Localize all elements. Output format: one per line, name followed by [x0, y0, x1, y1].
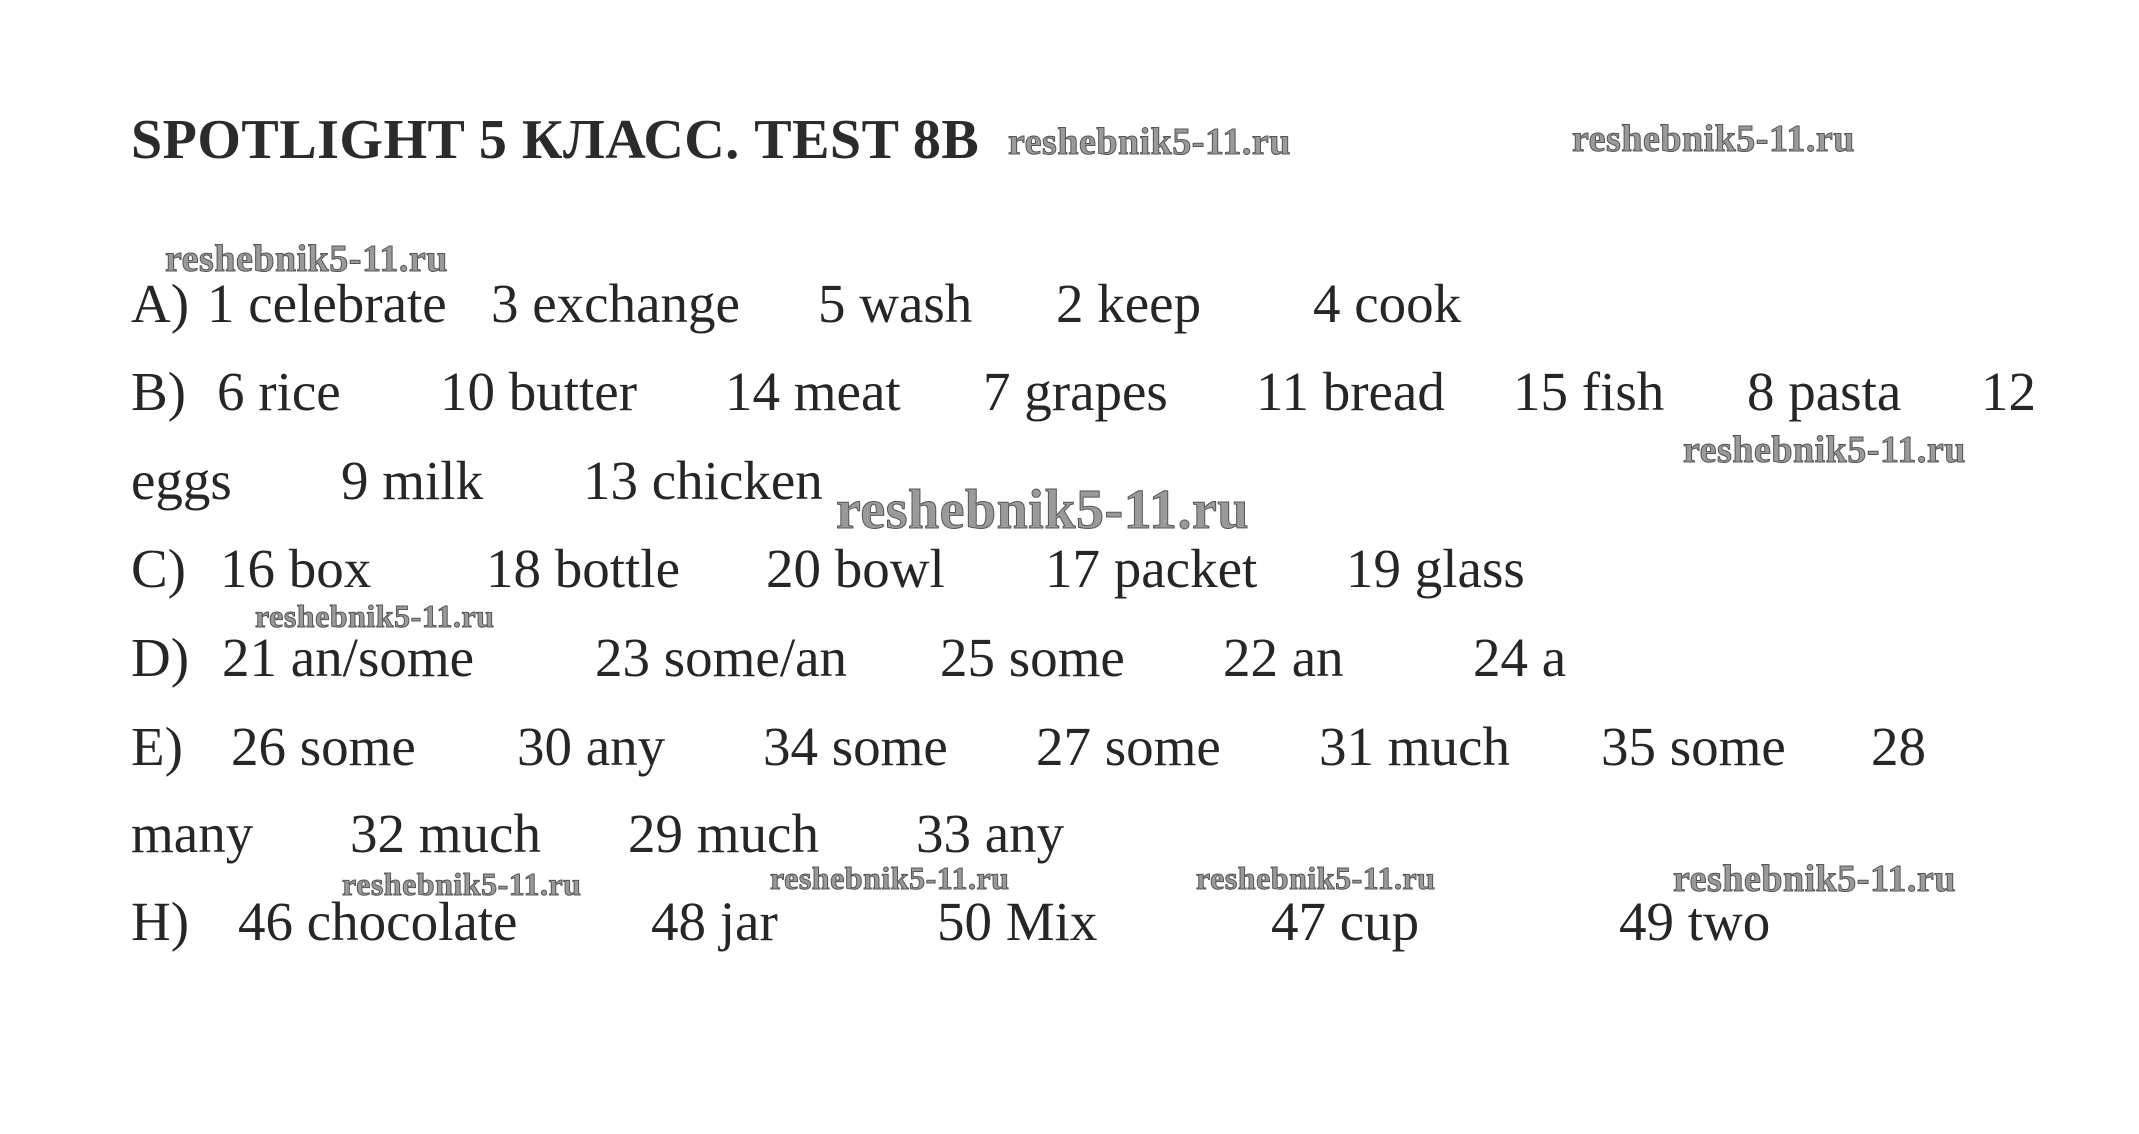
- answer-item: 27 some: [1036, 716, 1221, 777]
- section-h-label: H): [131, 891, 190, 952]
- section-d-label: D): [131, 627, 190, 688]
- answer-item: 4 cook: [1313, 273, 1462, 334]
- answer-item: 34 some: [763, 716, 948, 777]
- answer-item: 20 bowl: [766, 538, 945, 599]
- answer-item: 21 an/some: [222, 627, 475, 688]
- watermark: reshebnik5-11.ru: [836, 479, 1250, 541]
- watermark: reshebnik5-11.ru: [165, 238, 448, 280]
- section-a-label: A): [131, 273, 190, 334]
- answer-item: 5 wash: [818, 273, 973, 334]
- answer-item: 22 an: [1223, 627, 1344, 688]
- answer-item: 2 keep: [1056, 273, 1202, 334]
- answer-item: 16 box: [220, 538, 372, 599]
- answer-item: 28: [1871, 716, 1926, 777]
- answer-item: eggs: [131, 450, 232, 511]
- answer-item: 15 fish: [1513, 361, 1665, 422]
- answer-item: 18 bottle: [486, 538, 681, 599]
- answer-item: 10 butter: [440, 361, 638, 422]
- answer-item: 14 meat: [725, 361, 901, 422]
- answer-item: 29 much: [628, 803, 819, 864]
- answer-item: 46 chocolate: [238, 891, 518, 952]
- watermark: reshebnik5-11.ru: [1008, 121, 1291, 163]
- answer-item: 26 some: [231, 716, 416, 777]
- answer-item: 31 much: [1319, 716, 1510, 777]
- answer-item: 6 rice: [217, 361, 341, 422]
- answer-item: 3 exchange: [491, 273, 740, 334]
- answer-item: 50 Mix: [937, 891, 1098, 952]
- answer-item: 17 packet: [1045, 538, 1258, 599]
- watermark: reshebnik5-11.ru: [1196, 860, 1436, 896]
- answer-item: many: [131, 803, 254, 864]
- answer-item: 47 cup: [1271, 891, 1420, 952]
- page-title: SPOTLIGHT 5 КЛАСС. TEST 8B: [131, 109, 980, 171]
- answer-item: 1 celebrate: [207, 273, 447, 334]
- answer-item: 8 pasta: [1747, 361, 1902, 422]
- answer-item: 12: [1981, 361, 2036, 422]
- answer-item: 35 some: [1601, 716, 1786, 777]
- section-e-label: E): [131, 716, 183, 777]
- answer-item: 9 milk: [341, 450, 484, 511]
- answer-item: 23 some/an: [595, 627, 848, 688]
- answer-item: 30 any: [517, 716, 666, 777]
- watermark: reshebnik5-11.ru: [255, 598, 495, 634]
- watermark: reshebnik5-11.ru: [1683, 429, 1966, 471]
- answer-item: 49 two: [1619, 891, 1771, 952]
- answer-item: 19 glass: [1346, 538, 1525, 599]
- watermark: reshebnik5-11.ru: [1673, 858, 1956, 900]
- answer-item: 7 grapes: [983, 361, 1168, 422]
- answer-item: 32 much: [350, 803, 541, 864]
- watermark: reshebnik5-11.ru: [1572, 118, 1855, 160]
- watermark: reshebnik5-11.ru: [770, 860, 1010, 896]
- section-b-label: B): [131, 361, 186, 422]
- answer-item: 33 any: [916, 803, 1065, 864]
- answer-item: 48 jar: [651, 891, 778, 952]
- answer-item: 24 a: [1473, 627, 1567, 688]
- watermark: reshebnik5-11.ru: [342, 866, 582, 902]
- section-c-label: C): [131, 538, 186, 599]
- answer-item: 25 some: [940, 627, 1125, 688]
- answer-item: 13 chicken: [583, 450, 823, 511]
- answer-item: 11 bread: [1256, 361, 1445, 422]
